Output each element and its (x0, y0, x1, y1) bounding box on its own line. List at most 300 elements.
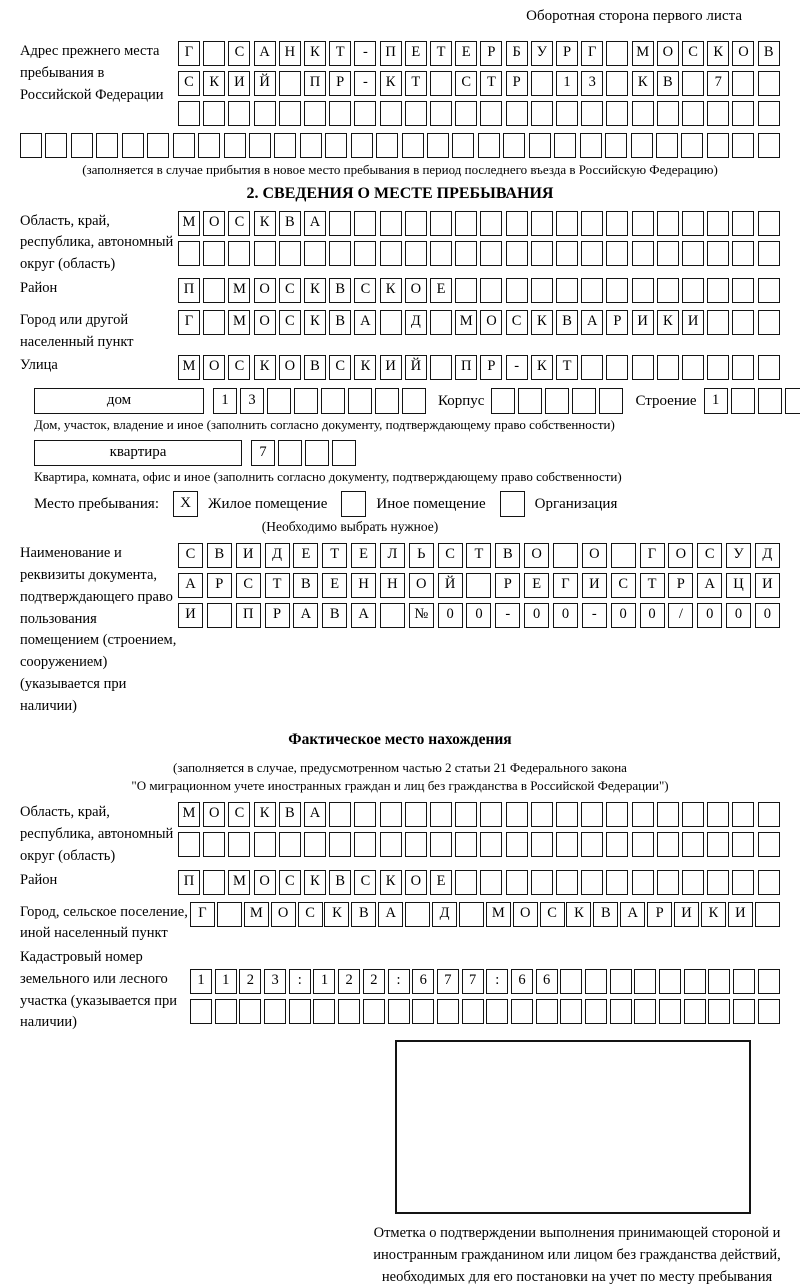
char-cell[interactable] (511, 999, 533, 1024)
char-cell[interactable]: № (409, 603, 434, 628)
char-cell[interactable]: С (329, 355, 351, 380)
char-cell[interactable] (254, 101, 276, 126)
char-cell[interactable] (178, 832, 200, 857)
char-cell[interactable] (304, 101, 326, 126)
char-cell[interactable] (430, 211, 452, 236)
char-cell[interactable] (405, 902, 430, 927)
char-cell[interactable] (466, 573, 491, 598)
checkbox-organization[interactable] (500, 491, 525, 517)
char-cell[interactable]: И (582, 573, 607, 598)
char-cell[interactable] (682, 278, 704, 303)
char-cell[interactable] (529, 133, 551, 158)
char-cell[interactable] (506, 870, 528, 895)
char-cell[interactable]: К (566, 902, 591, 927)
char-cell[interactable]: М (178, 802, 200, 827)
char-cell[interactable] (610, 969, 632, 994)
char-cell[interactable] (264, 999, 286, 1024)
char-cell[interactable] (506, 101, 528, 126)
char-cell[interactable] (20, 133, 42, 158)
char-cell[interactable] (486, 999, 508, 1024)
char-cell[interactable]: Ц (726, 573, 751, 598)
char-cell[interactable]: О (524, 543, 549, 568)
char-cell[interactable]: 0 (466, 603, 491, 628)
char-cell[interactable] (581, 870, 603, 895)
char-cell[interactable] (380, 832, 402, 857)
char-cell[interactable]: А (351, 603, 376, 628)
char-cell[interactable]: С (540, 902, 565, 927)
char-cell[interactable]: М (178, 211, 200, 236)
char-cell[interactable]: В (556, 310, 578, 335)
char-cell[interactable] (708, 969, 730, 994)
char-cell[interactable] (503, 133, 525, 158)
char-cell[interactable] (455, 802, 477, 827)
char-cell[interactable] (531, 71, 553, 96)
char-cell[interactable]: Р (265, 603, 290, 628)
char-cell[interactable] (329, 101, 351, 126)
char-cell[interactable]: : (388, 969, 410, 994)
char-cell[interactable] (267, 388, 291, 414)
char-cell[interactable] (531, 211, 553, 236)
char-cell[interactable]: О (657, 41, 679, 66)
char-cell[interactable] (682, 71, 704, 96)
char-cell[interactable] (581, 211, 603, 236)
char-cell[interactable]: Н (351, 573, 376, 598)
char-cell[interactable] (279, 241, 301, 266)
char-cell[interactable] (731, 388, 755, 414)
char-cell[interactable] (708, 999, 730, 1024)
char-cell[interactable]: С (506, 310, 528, 335)
char-cell[interactable]: О (203, 802, 225, 827)
char-cell[interactable]: 1 (704, 388, 728, 414)
char-cell[interactable] (572, 388, 596, 414)
char-cell[interactable]: Р (606, 310, 628, 335)
char-cell[interactable] (402, 388, 426, 414)
char-cell[interactable] (682, 802, 704, 827)
char-cell[interactable]: П (236, 603, 261, 628)
char-cell[interactable]: Е (455, 41, 477, 66)
char-cell[interactable] (560, 969, 582, 994)
char-cell[interactable] (455, 101, 477, 126)
char-cell[interactable]: Г (190, 902, 215, 927)
char-cell[interactable] (249, 133, 271, 158)
char-cell[interactable]: Т (480, 71, 502, 96)
char-cell[interactable] (380, 802, 402, 827)
char-cell[interactable]: С (354, 870, 376, 895)
char-cell[interactable] (430, 71, 452, 96)
char-cell[interactable]: Е (322, 573, 347, 598)
char-cell[interactable]: Г (581, 41, 603, 66)
char-cell[interactable]: М (228, 310, 250, 335)
char-cell[interactable] (71, 133, 93, 158)
char-cell[interactable]: П (380, 41, 402, 66)
char-cell[interactable] (405, 241, 427, 266)
char-cell[interactable] (430, 101, 452, 126)
char-cell[interactable] (304, 832, 326, 857)
char-cell[interactable]: Н (380, 573, 405, 598)
char-cell[interactable] (606, 101, 628, 126)
char-cell[interactable]: В (207, 543, 232, 568)
char-cell[interactable] (556, 211, 578, 236)
char-cell[interactable]: И (236, 543, 261, 568)
char-cell[interactable] (606, 832, 628, 857)
char-cell[interactable]: П (304, 71, 326, 96)
char-cell[interactable] (122, 133, 144, 158)
char-cell[interactable]: О (254, 870, 276, 895)
char-cell[interactable]: В (329, 870, 351, 895)
char-cell[interactable]: Р (506, 71, 528, 96)
char-cell[interactable]: А (354, 310, 376, 335)
char-cell[interactable]: Т (329, 41, 351, 66)
char-cell[interactable] (289, 999, 311, 1024)
char-cell[interactable] (228, 101, 250, 126)
char-cell[interactable]: : (486, 969, 508, 994)
char-cell[interactable] (455, 211, 477, 236)
char-cell[interactable]: К (203, 71, 225, 96)
char-cell[interactable]: Л (380, 543, 405, 568)
char-cell[interactable]: Т (556, 355, 578, 380)
char-cell[interactable] (491, 388, 515, 414)
char-cell[interactable] (682, 211, 704, 236)
char-cell[interactable]: С (178, 71, 200, 96)
char-cell[interactable] (556, 870, 578, 895)
char-cell[interactable] (556, 802, 578, 827)
char-cell[interactable] (480, 278, 502, 303)
char-cell[interactable]: 6 (412, 969, 434, 994)
char-cell[interactable] (437, 999, 459, 1024)
char-cell[interactable] (354, 832, 376, 857)
char-cell[interactable] (531, 101, 553, 126)
char-cell[interactable] (147, 133, 169, 158)
char-cell[interactable] (203, 278, 225, 303)
char-cell[interactable]: О (271, 902, 296, 927)
char-cell[interactable]: С (178, 543, 203, 568)
char-cell[interactable]: К (380, 278, 402, 303)
char-cell[interactable] (506, 278, 528, 303)
char-cell[interactable]: У (726, 543, 751, 568)
char-cell[interactable] (659, 969, 681, 994)
char-cell[interactable]: А (293, 603, 318, 628)
char-cell[interactable]: П (178, 870, 200, 895)
char-cell[interactable] (732, 355, 754, 380)
char-cell[interactable]: И (632, 310, 654, 335)
char-cell[interactable] (506, 832, 528, 857)
char-cell[interactable] (375, 388, 399, 414)
char-cell[interactable]: Р (480, 41, 502, 66)
char-cell[interactable] (581, 101, 603, 126)
char-cell[interactable] (96, 133, 118, 158)
char-cell[interactable]: К (254, 802, 276, 827)
char-cell[interactable] (732, 870, 754, 895)
char-cell[interactable] (785, 388, 800, 414)
char-cell[interactable]: 2 (239, 969, 261, 994)
char-cell[interactable]: С (228, 802, 250, 827)
char-cell[interactable] (585, 999, 607, 1024)
char-cell[interactable]: 2 (363, 969, 385, 994)
char-cell[interactable]: И (755, 573, 780, 598)
char-cell[interactable] (707, 241, 729, 266)
char-cell[interactable]: 0 (697, 603, 722, 628)
char-cell[interactable] (329, 802, 351, 827)
char-cell[interactable] (758, 870, 780, 895)
char-cell[interactable] (611, 543, 636, 568)
char-cell[interactable]: Ь (409, 543, 434, 568)
char-cell[interactable] (254, 241, 276, 266)
char-cell[interactable]: - (506, 355, 528, 380)
char-cell[interactable]: О (254, 310, 276, 335)
char-cell[interactable] (732, 211, 754, 236)
char-cell[interactable] (585, 969, 607, 994)
char-cell[interactable] (203, 832, 225, 857)
char-cell[interactable] (631, 133, 653, 158)
char-cell[interactable]: Р (647, 902, 672, 927)
char-cell[interactable]: Е (351, 543, 376, 568)
char-cell[interactable] (606, 41, 628, 66)
char-cell[interactable]: 6 (536, 969, 558, 994)
char-cell[interactable] (531, 870, 553, 895)
char-cell[interactable] (758, 802, 780, 827)
char-cell[interactable] (581, 355, 603, 380)
char-cell[interactable] (632, 241, 654, 266)
char-cell[interactable]: К (304, 870, 326, 895)
char-cell[interactable] (480, 832, 502, 857)
char-cell[interactable] (388, 999, 410, 1024)
char-cell[interactable]: - (354, 71, 376, 96)
char-cell[interactable] (354, 241, 376, 266)
char-cell[interactable] (203, 41, 225, 66)
char-cell[interactable] (480, 802, 502, 827)
char-cell[interactable]: Й (254, 71, 276, 96)
char-cell[interactable]: У (531, 41, 553, 66)
char-cell[interactable]: С (236, 573, 261, 598)
char-cell[interactable]: - (582, 603, 607, 628)
char-cell[interactable]: Г (553, 573, 578, 598)
char-cell[interactable] (380, 241, 402, 266)
char-cell[interactable]: 0 (640, 603, 665, 628)
char-cell[interactable]: А (304, 802, 326, 827)
char-cell[interactable]: А (378, 902, 403, 927)
char-cell[interactable] (758, 241, 780, 266)
char-cell[interactable] (632, 278, 654, 303)
char-cell[interactable] (405, 832, 427, 857)
char-cell[interactable] (606, 211, 628, 236)
char-cell[interactable]: А (697, 573, 722, 598)
char-cell[interactable]: В (304, 355, 326, 380)
char-cell[interactable]: Т (405, 71, 427, 96)
char-cell[interactable] (580, 133, 602, 158)
char-cell[interactable] (634, 969, 656, 994)
char-cell[interactable] (732, 101, 754, 126)
char-cell[interactable] (682, 355, 704, 380)
char-cell[interactable] (480, 241, 502, 266)
char-cell[interactable]: 3 (240, 388, 264, 414)
char-cell[interactable] (606, 355, 628, 380)
char-cell[interactable] (657, 278, 679, 303)
char-cell[interactable] (758, 832, 780, 857)
char-cell[interactable] (632, 870, 654, 895)
char-cell[interactable] (215, 999, 237, 1024)
char-cell[interactable]: О (203, 355, 225, 380)
char-cell[interactable] (380, 603, 405, 628)
char-cell[interactable]: С (611, 573, 636, 598)
char-cell[interactable] (405, 802, 427, 827)
char-cell[interactable]: П (455, 355, 477, 380)
char-cell[interactable] (531, 278, 553, 303)
char-cell[interactable]: К (531, 310, 553, 335)
char-cell[interactable] (657, 101, 679, 126)
char-cell[interactable]: В (329, 310, 351, 335)
char-cell[interactable]: 7 (462, 969, 484, 994)
char-cell[interactable]: Р (480, 355, 502, 380)
char-cell[interactable] (305, 440, 329, 466)
char-cell[interactable] (531, 802, 553, 827)
char-cell[interactable] (203, 870, 225, 895)
char-cell[interactable] (707, 870, 729, 895)
char-cell[interactable]: 1 (556, 71, 578, 96)
char-cell[interactable] (462, 999, 484, 1024)
char-cell[interactable] (659, 999, 681, 1024)
char-cell[interactable]: М (228, 278, 250, 303)
char-cell[interactable] (203, 241, 225, 266)
char-cell[interactable] (178, 241, 200, 266)
char-cell[interactable] (732, 802, 754, 827)
char-cell[interactable] (632, 832, 654, 857)
char-cell[interactable]: - (354, 41, 376, 66)
char-cell[interactable] (304, 241, 326, 266)
char-cell[interactable] (228, 241, 250, 266)
char-cell[interactable] (581, 278, 603, 303)
char-cell[interactable] (758, 310, 780, 335)
char-cell[interactable]: С (298, 902, 323, 927)
char-cell[interactable]: Б (506, 41, 528, 66)
char-cell[interactable]: С (279, 278, 301, 303)
char-cell[interactable]: А (620, 902, 645, 927)
char-cell[interactable]: 0 (755, 603, 780, 628)
char-cell[interactable] (412, 999, 434, 1024)
char-cell[interactable]: Е (430, 278, 452, 303)
char-cell[interactable] (758, 388, 782, 414)
char-cell[interactable]: 7 (251, 440, 275, 466)
char-cell[interactable] (478, 133, 500, 158)
char-cell[interactable] (684, 969, 706, 994)
char-cell[interactable] (707, 278, 729, 303)
char-cell[interactable] (545, 388, 569, 414)
char-cell[interactable]: Д (265, 543, 290, 568)
char-cell[interactable] (758, 133, 780, 158)
char-cell[interactable] (354, 211, 376, 236)
char-cell[interactable]: Н (279, 41, 301, 66)
char-cell[interactable] (632, 802, 654, 827)
char-cell[interactable] (758, 999, 780, 1024)
char-cell[interactable]: Е (293, 543, 318, 568)
char-cell[interactable] (554, 133, 576, 158)
char-cell[interactable] (329, 832, 351, 857)
char-cell[interactable] (657, 832, 679, 857)
char-cell[interactable]: 1 (190, 969, 212, 994)
char-cell[interactable]: Р (668, 573, 693, 598)
char-cell[interactable] (531, 241, 553, 266)
char-cell[interactable] (581, 832, 603, 857)
char-cell[interactable]: М (178, 355, 200, 380)
char-cell[interactable] (656, 133, 678, 158)
char-cell[interactable]: Е (430, 870, 452, 895)
char-cell[interactable]: О (409, 573, 434, 598)
char-cell[interactable] (480, 211, 502, 236)
char-cell[interactable]: В (279, 211, 301, 236)
char-cell[interactable]: С (455, 71, 477, 96)
char-cell[interactable] (430, 832, 452, 857)
char-cell[interactable] (707, 211, 729, 236)
char-cell[interactable]: А (178, 573, 203, 598)
char-cell[interactable]: К (304, 310, 326, 335)
char-cell[interactable]: 0 (726, 603, 751, 628)
char-cell[interactable]: К (531, 355, 553, 380)
char-cell[interactable]: И (380, 355, 402, 380)
char-cell[interactable] (556, 101, 578, 126)
char-cell[interactable]: 0 (611, 603, 636, 628)
char-cell[interactable]: 7 (437, 969, 459, 994)
char-cell[interactable] (732, 71, 754, 96)
char-cell[interactable] (553, 543, 578, 568)
char-cell[interactable]: В (593, 902, 618, 927)
char-cell[interactable]: О (668, 543, 693, 568)
char-cell[interactable] (707, 310, 729, 335)
char-cell[interactable] (190, 999, 212, 1024)
char-cell[interactable]: И (728, 902, 753, 927)
char-cell[interactable]: 3 (264, 969, 286, 994)
char-cell[interactable]: В (279, 802, 301, 827)
char-cell[interactable]: А (304, 211, 326, 236)
char-cell[interactable]: 1 (215, 969, 237, 994)
char-cell[interactable] (632, 355, 654, 380)
char-cell[interactable]: С (279, 870, 301, 895)
char-cell[interactable]: О (405, 278, 427, 303)
char-cell[interactable] (278, 440, 302, 466)
char-cell[interactable]: В (758, 41, 780, 66)
char-cell[interactable] (294, 388, 318, 414)
char-cell[interactable]: А (581, 310, 603, 335)
char-cell[interactable] (380, 211, 402, 236)
char-cell[interactable]: М (486, 902, 511, 927)
char-cell[interactable]: Т (640, 573, 665, 598)
char-cell[interactable]: Д (755, 543, 780, 568)
char-cell[interactable]: О (405, 870, 427, 895)
char-cell[interactable]: И (674, 902, 699, 927)
char-cell[interactable]: Р (329, 71, 351, 96)
char-cell[interactable] (732, 241, 754, 266)
char-cell[interactable] (376, 133, 398, 158)
char-cell[interactable]: В (495, 543, 520, 568)
char-cell[interactable] (430, 802, 452, 827)
char-cell[interactable] (657, 870, 679, 895)
char-cell[interactable]: 0 (438, 603, 463, 628)
char-cell[interactable] (224, 133, 246, 158)
char-cell[interactable]: Т (322, 543, 347, 568)
char-cell[interactable] (556, 832, 578, 857)
char-cell[interactable] (682, 832, 704, 857)
char-cell[interactable]: В (329, 278, 351, 303)
char-cell[interactable]: 2 (338, 969, 360, 994)
char-cell[interactable]: С (438, 543, 463, 568)
char-cell[interactable] (380, 101, 402, 126)
char-cell[interactable] (203, 310, 225, 335)
char-cell[interactable] (254, 832, 276, 857)
char-cell[interactable]: К (707, 41, 729, 66)
char-cell[interactable]: И (178, 603, 203, 628)
char-cell[interactable] (455, 278, 477, 303)
char-cell[interactable]: 1 (213, 388, 237, 414)
char-cell[interactable]: С (228, 211, 250, 236)
char-cell[interactable] (657, 802, 679, 827)
